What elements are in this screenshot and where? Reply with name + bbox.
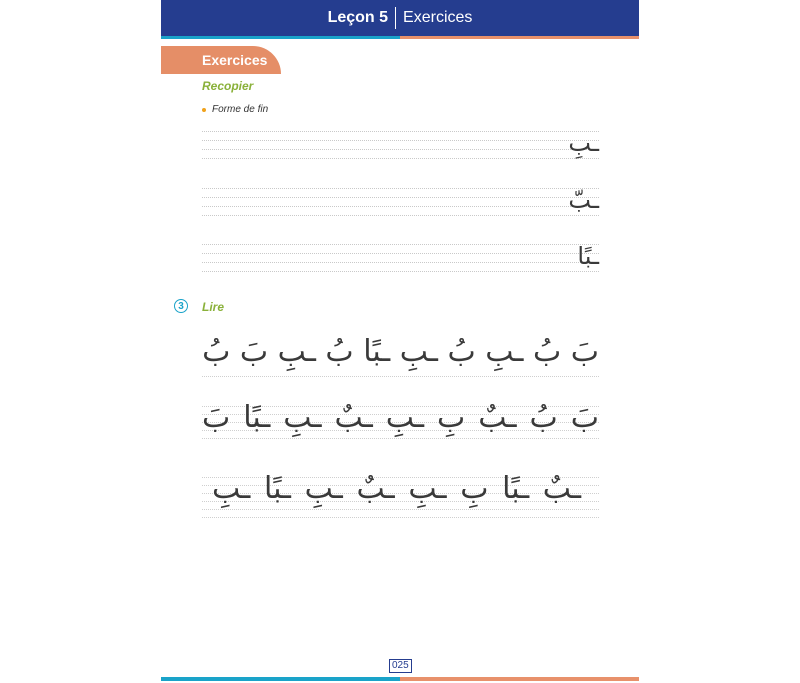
copy-guide-2 xyxy=(202,188,599,220)
syllable: ـبِ xyxy=(399,334,438,369)
syllable: بُ xyxy=(447,334,476,369)
lire-heading: Lire xyxy=(202,300,225,314)
copy-guide-3 xyxy=(202,244,599,276)
syllable: بَ xyxy=(239,334,269,369)
syllable: بُ xyxy=(529,400,558,435)
section-title: Exercices xyxy=(403,9,473,26)
bullet-dot-icon xyxy=(202,108,206,112)
syllable: ـبٌ xyxy=(356,471,395,506)
bullet-text: Forme de fin xyxy=(212,104,269,115)
syllable: ـبِ xyxy=(277,334,316,369)
syllable: بُ xyxy=(325,334,354,369)
syllable: ـبِ xyxy=(385,400,424,435)
syllable: بَ xyxy=(570,400,599,435)
syllable: بَ xyxy=(570,334,599,369)
page-number: 025 xyxy=(389,659,412,673)
header-stripe xyxy=(161,36,639,39)
page-header xyxy=(161,0,639,36)
syllable: ـبِ xyxy=(212,471,251,506)
syllable: بِ xyxy=(437,400,466,435)
copy-guide-1 xyxy=(202,131,599,163)
syllable: ـبٌ xyxy=(334,400,373,435)
syllable: بُ xyxy=(202,334,231,369)
footer-stripe xyxy=(161,677,639,681)
syllable: بِ xyxy=(460,471,489,506)
recopier-heading: Recopier xyxy=(202,79,254,93)
syllable: ـبًا xyxy=(363,334,391,369)
reading-row-2-text xyxy=(202,400,599,435)
syllable: ـبِ xyxy=(408,471,447,506)
workbook-page xyxy=(161,0,639,683)
syllable: ـبًا xyxy=(502,471,530,506)
syllable: ـبٌ xyxy=(478,400,517,435)
reading-row-1-text xyxy=(202,334,599,369)
syllable: ـبًا xyxy=(263,471,291,506)
syllable: ـبِ xyxy=(283,400,322,435)
reading-row-3 xyxy=(202,471,599,515)
reading-row-1 xyxy=(202,334,599,378)
lesson-title: Leçon 5 xyxy=(327,9,389,26)
syllable: ـبًا xyxy=(243,400,271,435)
copy-letter-1: ـبِ xyxy=(568,129,599,157)
syllable: ـبٌ xyxy=(542,471,581,506)
header-separator xyxy=(395,7,396,29)
reading-row-2 xyxy=(202,400,599,444)
bullet-item xyxy=(202,104,268,115)
syllable: بُ xyxy=(532,334,562,369)
syllable: بَ xyxy=(202,400,231,435)
syllable: ـبِ xyxy=(304,471,343,506)
reading-row-3-text xyxy=(202,471,599,506)
copy-letter-3: ـبًا xyxy=(577,242,599,270)
exercise-number-badge: 3 xyxy=(174,299,188,313)
syllable: ـبِ xyxy=(485,334,524,369)
exercices-tab: Exercices xyxy=(161,46,281,74)
copy-letter-2: ـبّ xyxy=(568,186,599,214)
